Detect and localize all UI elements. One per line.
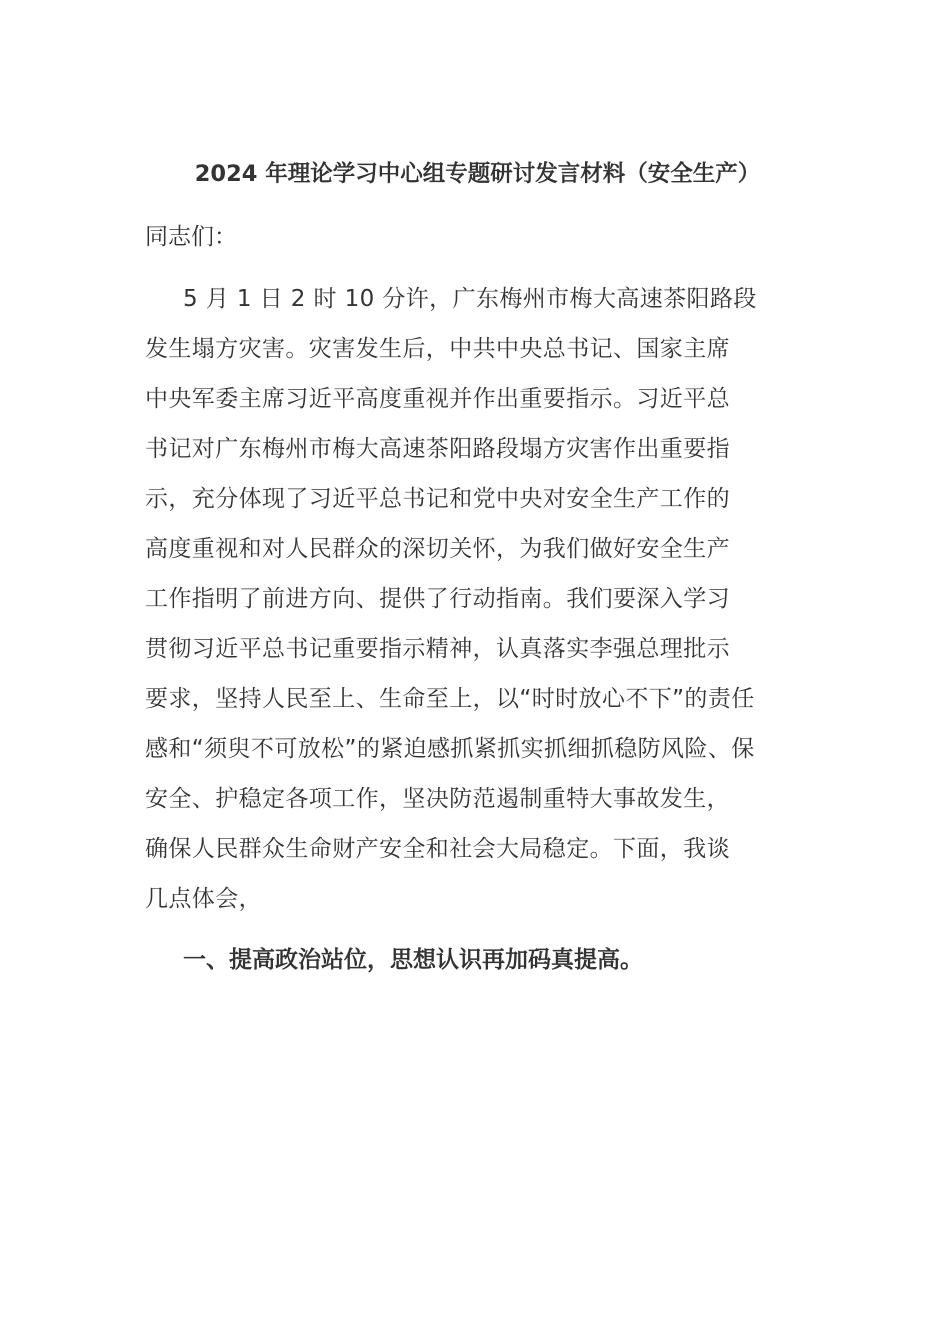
- paragraph-line: 要求，坚持人民至上、生命至上，以“时时放心不下”的责任: [145, 686, 755, 712]
- paragraph-line: 确保人民群众生命财产安全和社会大局稳定。下面，我谈: [145, 836, 730, 862]
- paragraph-line: 中央军委主席习近平高度重视并作出重要指示。习近平总: [145, 386, 730, 412]
- paragraph-line: 安全、护稳定各项工作，坚决防范遏制重特大事故发生，: [145, 786, 730, 812]
- document-title: 2024 年理论学习中心组专题研讨发言材料（安全生产）: [194, 161, 761, 187]
- paragraph-line: 5 月 1 日 2 时 10 分许，广东梅州市梅大高速茶阳路段: [183, 286, 757, 312]
- paragraph-line: 书记对广东梅州市梅大高速茶阳路段塌方灾害作出重要指: [145, 436, 730, 462]
- paragraph-line: 示，充分体现了习近平总书记和党中央对安全生产工作的: [145, 486, 730, 512]
- section-heading-1: 一、提高政治站位，思想认识再加码真提高。: [183, 947, 643, 973]
- paragraph-line: 感和“须臾不可放松”的紧迫感抓紧抓实抓细抓稳防风险、保: [145, 736, 755, 762]
- body-paragraph: [145, 280, 810, 930]
- paragraph-line: 工作指明了前进方向、提供了行动指南。我们要深入学习: [145, 586, 730, 612]
- paragraph-line: 贯彻习近平总书记重要指示精神，认真落实李强总理批示: [145, 636, 730, 662]
- paragraph-line: 几点体会，: [145, 886, 262, 912]
- paragraph-line: 发生塌方灾害。灾害发生后，中共中央总书记、国家主席: [145, 336, 730, 362]
- paragraph-line: 高度重视和对人民群众的深切关怀，为我们做好安全生产: [145, 536, 730, 562]
- salutation: 同志们：: [145, 224, 237, 250]
